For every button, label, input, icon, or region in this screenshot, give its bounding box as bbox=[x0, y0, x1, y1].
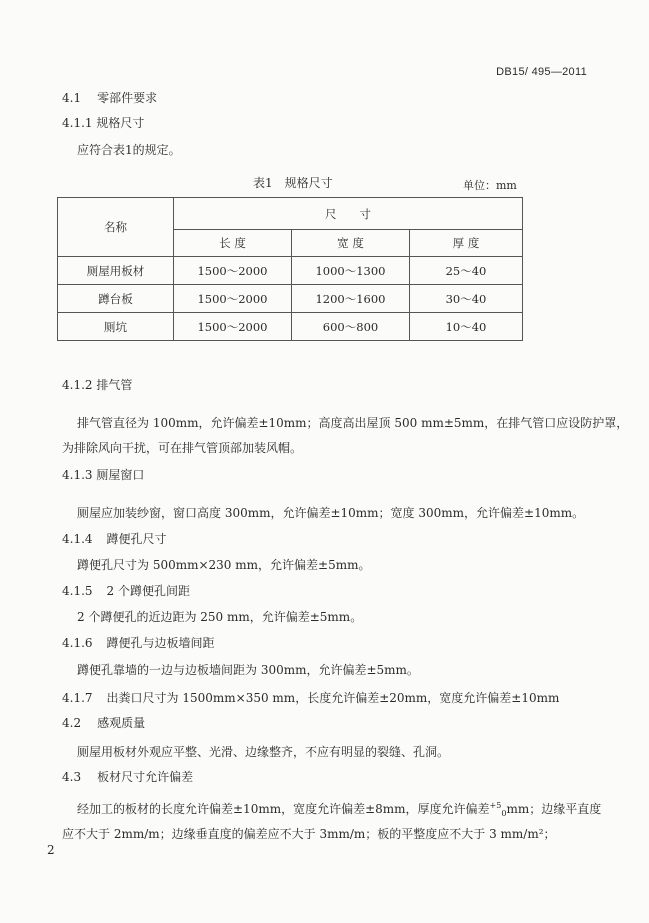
table-header-width: 宽 度 bbox=[292, 230, 410, 257]
section-4-3-heading bbox=[62, 768, 193, 785]
section-4-1-2-text-line2: 为排除风向干扰，可在排气管顶部加装风帽。 bbox=[62, 441, 303, 455]
section-title: 零部件要求 bbox=[97, 91, 158, 105]
cell-width: 1000～1300 bbox=[292, 257, 410, 285]
table-row bbox=[58, 313, 523, 341]
cell-thickness: 30～40 bbox=[410, 285, 523, 313]
cell-length: 1500～2000 bbox=[174, 257, 292, 285]
section-4-1-1-text: 应符合表1的规定。 bbox=[77, 143, 181, 157]
table-row bbox=[58, 285, 523, 313]
table-caption: 表1 规格尺寸 bbox=[253, 176, 333, 190]
tolerance-lower: 0 bbox=[501, 809, 507, 818]
text-segment: 经加工的板材的长度允许偏差±10mm，宽度允许偏差±8mm，厚度允许偏差 bbox=[77, 802, 490, 816]
spec-table bbox=[57, 197, 523, 341]
table-unit: 单位：mm bbox=[463, 179, 517, 192]
page-number: 2 bbox=[47, 843, 55, 857]
section-number: 4.1.1 bbox=[62, 116, 93, 130]
section-number: 4.1.6 bbox=[62, 636, 93, 650]
section-number: 4.3 bbox=[62, 770, 82, 784]
table-header-length: 长 度 bbox=[174, 230, 292, 257]
tolerance-upper: +5 bbox=[489, 801, 502, 810]
section-title: 蹲便孔与边板墙间距 bbox=[106, 636, 215, 650]
cell-thickness: 10～40 bbox=[410, 313, 523, 341]
section-4-1-4-text: 蹲便孔尺寸为 500mm×230 mm，允许偏差±5mm。 bbox=[77, 558, 371, 572]
text-segment: mm；边缘平直度 bbox=[506, 802, 602, 816]
cell-name: 厕屋用板材 bbox=[58, 257, 174, 285]
section-number: 4.1 bbox=[62, 91, 82, 105]
cell-name: 厕坑 bbox=[58, 313, 174, 341]
document-code: DB15/ 495—2011 bbox=[496, 66, 587, 78]
cell-thickness: 25～40 bbox=[410, 257, 523, 285]
section-4-1-3-text: 厕屋应加装纱窗，窗口高度 300mm，允许偏差±10mm；宽度 300mm，允许偏差±10mm。 bbox=[77, 506, 585, 520]
section-4-1-5-text: 2 个蹲便孔的近边距为 250 mm，允许偏差±5mm。 bbox=[77, 610, 363, 624]
section-title: 排气管 bbox=[96, 378, 133, 392]
cell-name: 蹲台板 bbox=[58, 285, 174, 313]
section-4-1-1-heading bbox=[62, 114, 144, 131]
section-title: 厕屋窗口 bbox=[96, 468, 145, 482]
table-row bbox=[58, 257, 523, 285]
cell-width: 1200～1600 bbox=[292, 285, 410, 313]
section-4-1-6-text: 蹲便孔靠墙的一边与边板墙间距为 300mm，允许偏差±5mm。 bbox=[77, 663, 419, 677]
section-4-1-6-heading bbox=[62, 634, 215, 651]
section-4-2-text: 厕屋用板材外观应平整、光滑、边缘整齐，不应有明显的裂缝、孔洞。 bbox=[77, 745, 450, 759]
section-4-1-3-heading bbox=[62, 466, 144, 483]
section-title: 规格尺寸 bbox=[96, 116, 145, 130]
table-header-size: 尺 寸 bbox=[174, 198, 523, 230]
section-number: 4.1.4 bbox=[62, 532, 93, 546]
section-4-1-7-line bbox=[62, 689, 559, 706]
section-4-1-2-text-line1: 排气管直径为 100mm，允许偏差±10mm；高度高出屋顶 500 mm±5mm，在排气管口应设防护罩， bbox=[77, 416, 629, 430]
section-title: 蹲便孔尺寸 bbox=[106, 532, 167, 546]
table-header-name: 名称 bbox=[58, 198, 174, 257]
cell-length: 1500～2000 bbox=[174, 285, 292, 313]
section-4-1-4-heading bbox=[62, 530, 167, 547]
table-header-thickness: 厚 度 bbox=[410, 230, 523, 257]
section-number: 4.1.7 bbox=[62, 691, 93, 705]
section-title: 2 个蹲便孔间距 bbox=[106, 584, 190, 598]
cell-width: 600～800 bbox=[292, 313, 410, 341]
section-4-1-heading bbox=[62, 89, 157, 106]
section-4-3-text-line1 bbox=[77, 800, 601, 817]
section-title: 板材尺寸允许偏差 bbox=[97, 770, 194, 784]
section-number: 4.1.3 bbox=[62, 468, 93, 482]
section-4-2-heading bbox=[62, 714, 145, 731]
section-text: 出粪口尺寸为 1500mm×350 mm，长度允许偏差±20mm，宽度允许偏差±10mm bbox=[106, 691, 560, 705]
section-number: 4.1.2 bbox=[62, 378, 93, 392]
section-4-1-2-heading bbox=[62, 376, 132, 393]
section-number: 4.2 bbox=[62, 716, 82, 730]
cell-length: 1500～2000 bbox=[174, 313, 292, 341]
section-4-3-text-line2: 应不大于 2mm/m；边缘垂直度的偏差应不大于 3mm/m；板的平整度应不大于 3 mm/m²； bbox=[62, 827, 556, 841]
section-4-1-5-heading bbox=[62, 582, 190, 599]
section-number: 4.1.5 bbox=[62, 584, 93, 598]
section-title: 感观质量 bbox=[97, 716, 146, 730]
